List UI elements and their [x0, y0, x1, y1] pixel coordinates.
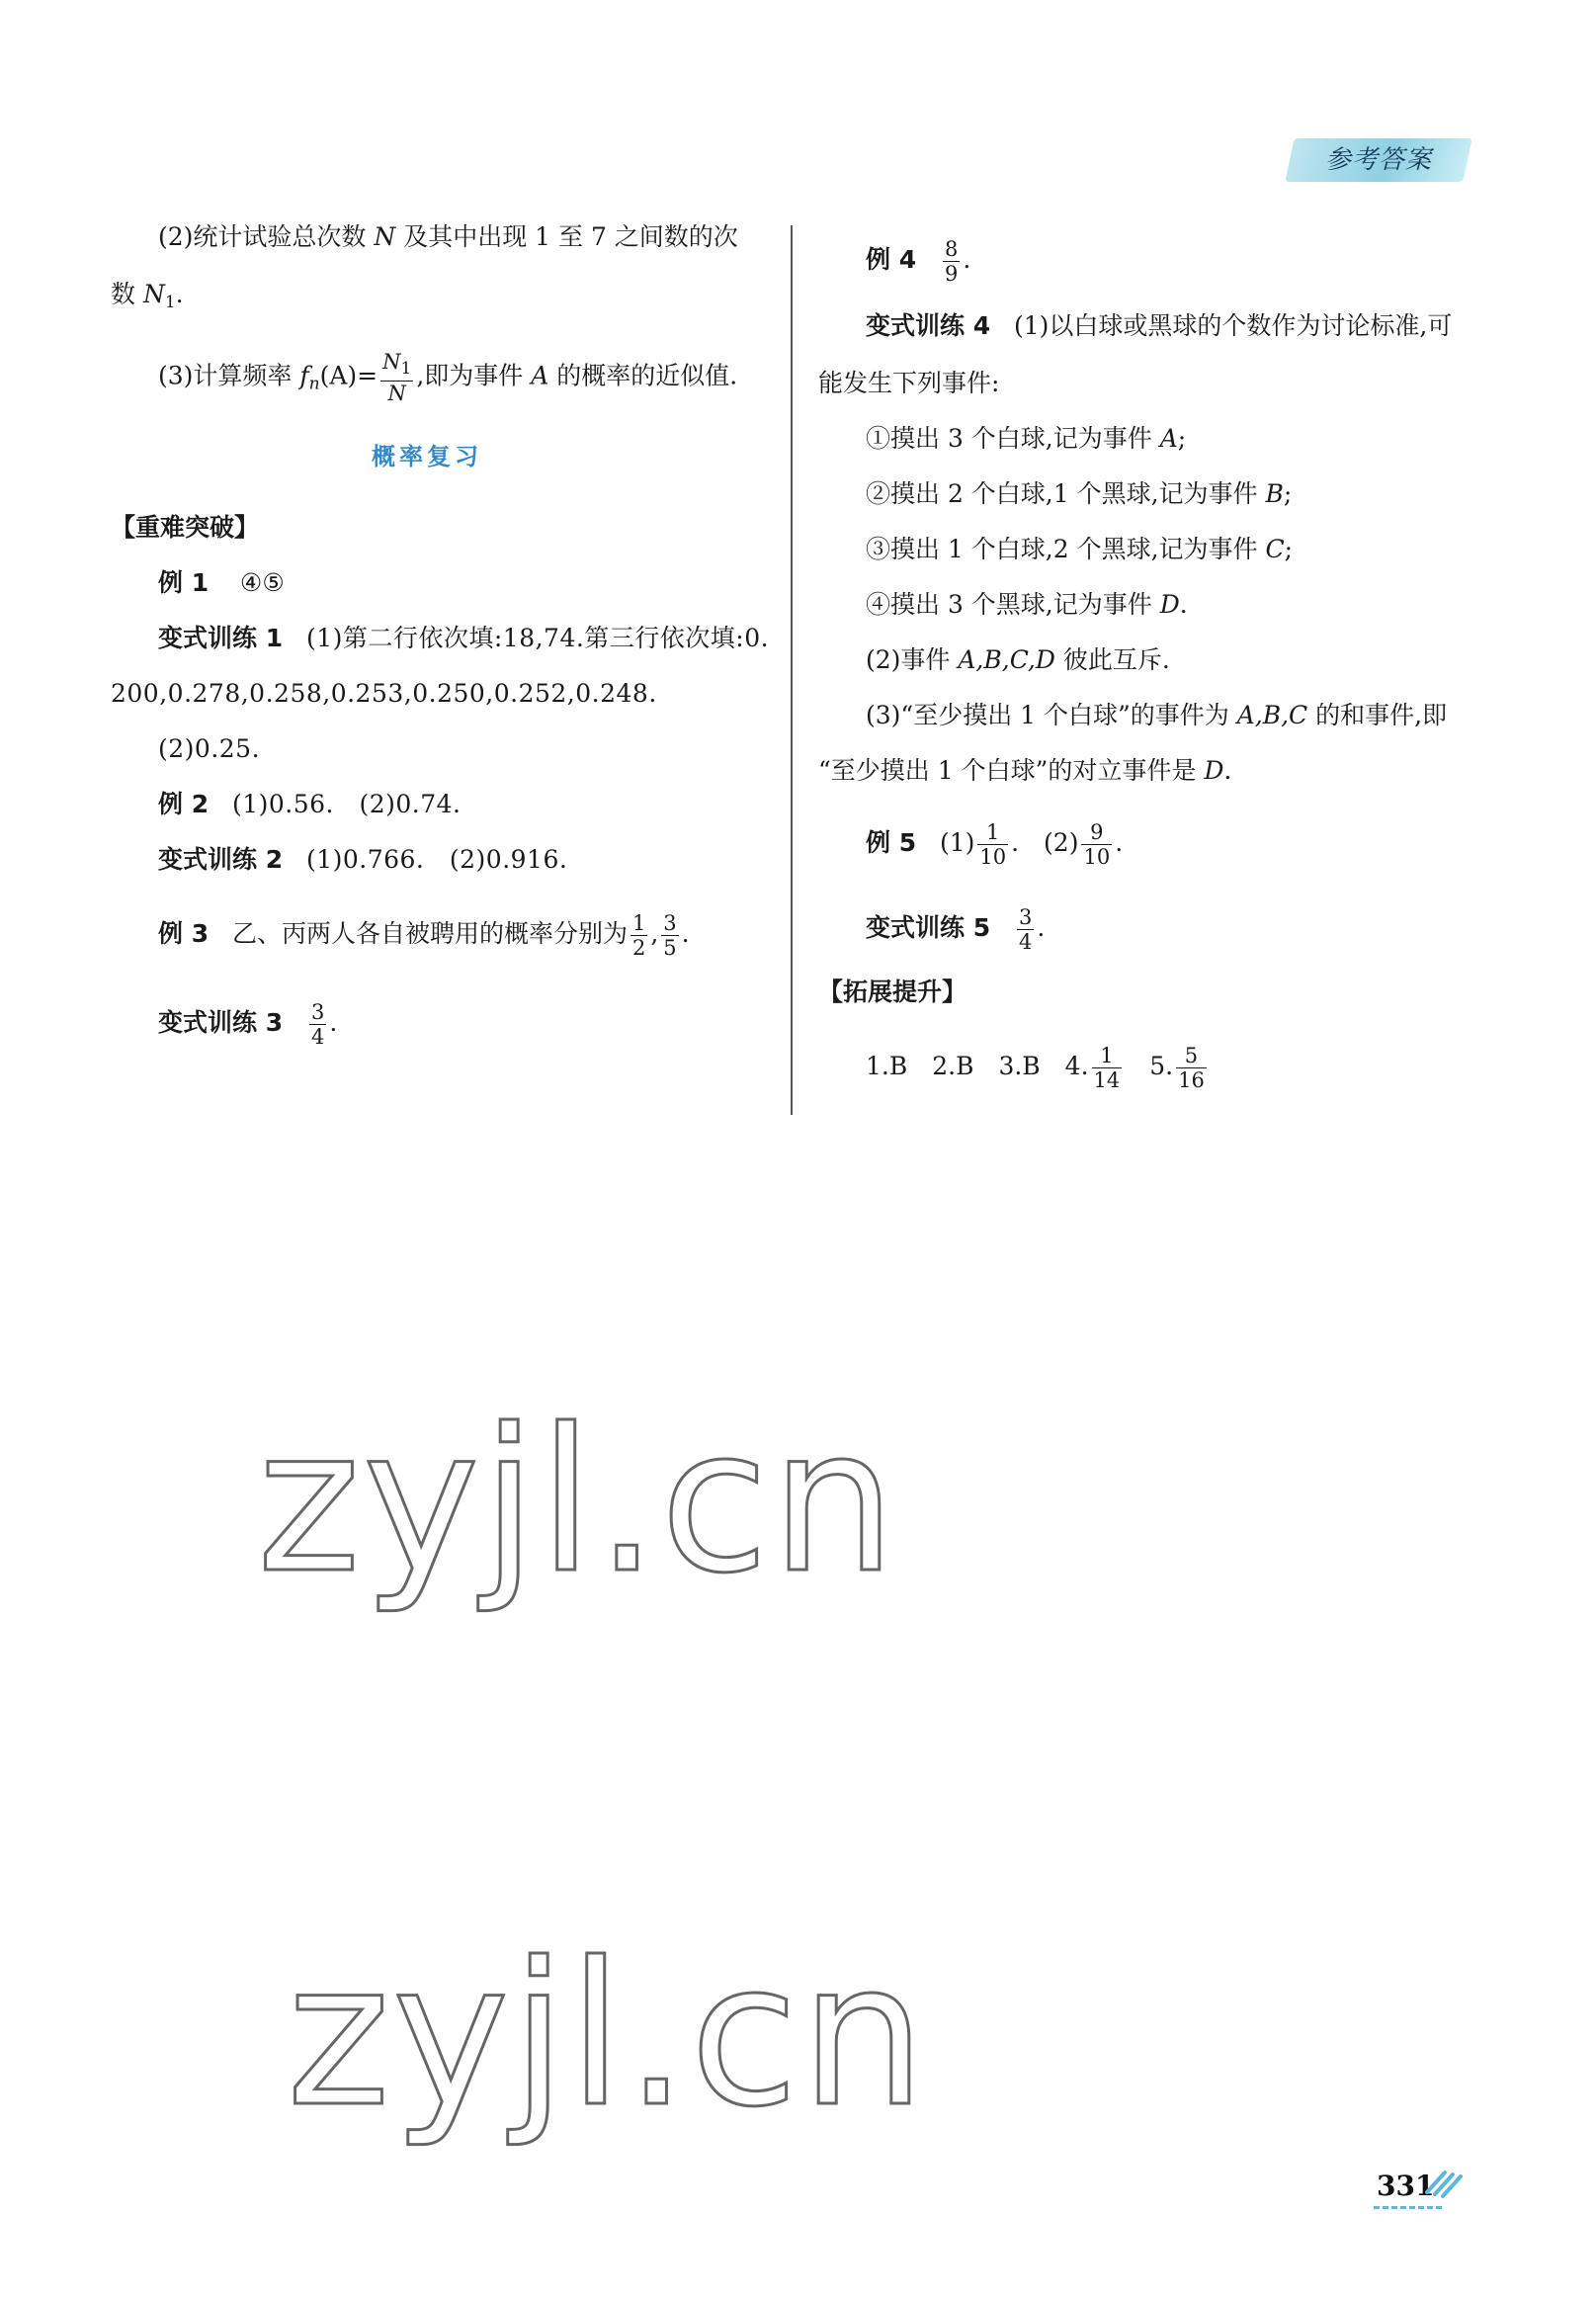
variant-4-line-1: 变式训练 4 (1)以白球或黑球的个数作为讨论标准,可 — [866, 311, 1453, 340]
ex5-fraction-2: $\frac{9}{10}$ — [1083, 820, 1111, 869]
variant-4-case-2: ②摸出 2 个白球,1 个黑球,记为事件 B; — [866, 479, 1293, 508]
variant-5: 变式训练 5 $\frac{3}{4}$ . — [866, 905, 1046, 954]
variant-4-part-2: (2)事件 A,B,C,D 彼此互斥. — [866, 645, 1170, 674]
ex3-fraction-1: $\frac{1}{2}$ — [631, 911, 646, 960]
v3-fraction: $\frac{3}{4}$ — [310, 1000, 325, 1049]
left-line-1: (2)统计试验总次数 N 及其中出现 1 至 7 之间数的次 — [158, 222, 738, 251]
variant-4-line-2: 能发生下列事件: — [818, 369, 1000, 397]
example-3: 例 3 乙、丙两人各自被聘用的概率分别为 $\frac{1}{2}$ , $\frac{3}{5}$ . — [158, 911, 690, 960]
ex5-fraction-1: $\frac{1}{10}$ — [979, 820, 1007, 869]
ans5-fraction: $\frac{5}{16}$ — [1178, 1044, 1205, 1092]
page-number: 331 — [1377, 2170, 1435, 2202]
page-number-underline — [1374, 2206, 1443, 2209]
watermark-1: zyjl.cn — [257, 1387, 898, 1617]
variant-1-line-1: 变式训练 1 (1)第二行依次填:18,74.第三行依次填:0. — [158, 624, 770, 652]
ex3-fraction-2: $\frac{3}{5}$ — [663, 911, 677, 960]
example-2: 例 2 (1)0.56. (2)0.74. — [158, 790, 462, 818]
ans4-fraction: $\frac{1}{14}$ — [1093, 1044, 1121, 1092]
variant-4-part-3-line-1: (3)“至少摸出 1 个白球”的事件为 A,B,C 的和事件,即 — [866, 701, 1448, 729]
extension-answers: 1.B 2.B 3.B 4. $\frac{1}{14}$ 5. $\frac{5}{16}$ — [866, 1044, 1205, 1092]
left-line-2: 数 $N_1$. — [111, 280, 184, 312]
page-arrow-icon — [1423, 2163, 1472, 2206]
heading-tuozhan: 【拓展提升】 — [818, 978, 967, 1006]
example-1: 例 1 ④⑤ — [158, 568, 285, 597]
watermark-2: zyjl.cn — [287, 1920, 928, 2151]
column-divider — [791, 225, 793, 1115]
variant-3: 变式训练 3 $\frac{3}{4}$ . — [158, 1000, 338, 1049]
example-5: 例 5 (1) $\frac{1}{10}$ . (2) $\frac{9}{10}$ . — [866, 820, 1124, 869]
variant-2: 变式训练 2 (1)0.766. (2)0.916. — [158, 845, 568, 874]
variant-4-case-3: ③摸出 1 个白球,2 个黑球,记为事件 C; — [866, 535, 1294, 563]
variant-4-case-1: ①摸出 3 个白球,记为事件 A; — [866, 424, 1187, 453]
header-badge-text: 参考答案 — [1324, 145, 1432, 175]
ex4-fraction: $\frac{8}{9}$ — [944, 237, 959, 286]
variant-1-line-2: 200,0.278,0.258,0.253,0.250,0.252,0.248. — [111, 679, 657, 708]
header-badge — [1285, 138, 1471, 182]
variant-1-line-3: (2)0.25. — [158, 734, 261, 763]
section-title: 概率复习 — [372, 443, 482, 470]
frequency-fraction: $\frac{N_1}{N}$ — [382, 350, 412, 405]
heading-zhongnan: 【重难突破】 — [111, 513, 260, 542]
v5-fraction: $\frac{3}{4}$ — [1018, 905, 1033, 954]
variant-4-case-4: ④摸出 3 个黑球,记为事件 D. — [866, 590, 1188, 619]
variant-4-part-3-line-2: “至少摸出 1 个白球”的对立事件是 D. — [818, 756, 1232, 785]
example-4: 例 4 $\frac{8}{9}$ . — [866, 237, 971, 286]
left-line-3: (3)计算频率 $f_n(A)=$ $\frac{N_1}{N}$ ,即为事件 A 的概率的近似值. — [158, 350, 738, 405]
